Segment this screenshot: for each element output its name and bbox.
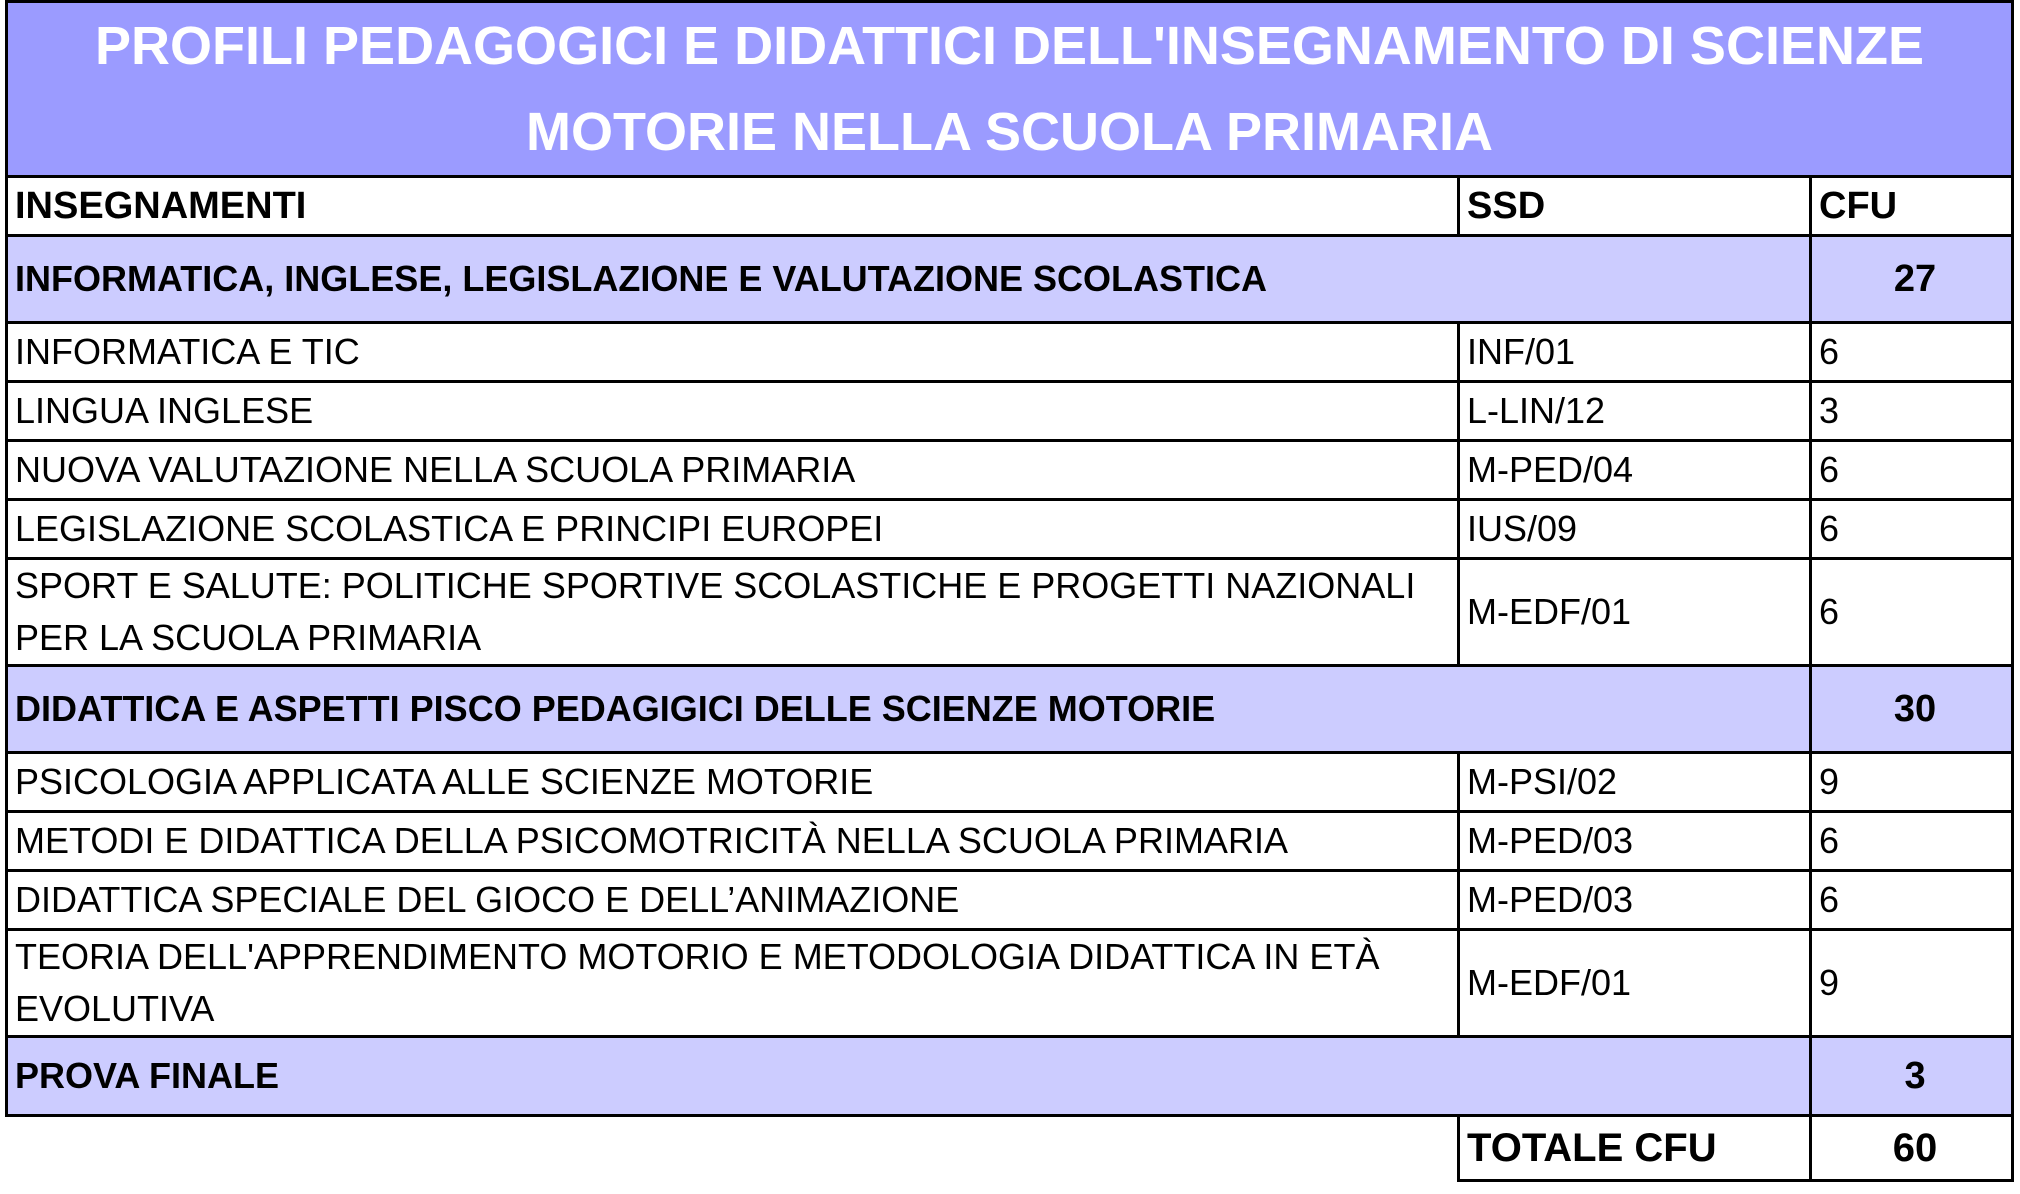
course-name: TEORIA DELL'APPRENDIMENTO MOTORIO E METODOLOGIA DIDATTICA IN ETÀ EVOLUTIVA	[7, 930, 1459, 1037]
section-cfu: 3	[1811, 1037, 2013, 1116]
total-spacer	[7, 1116, 1459, 1181]
course-name: INFORMATICA E TIC	[7, 323, 1459, 382]
course-name: SPORT E SALUTE: POLITICHE SPORTIVE SCOLASTICHE E PROGETTI NAZIONALI PER LA SCUOLA PRIMARIA	[7, 559, 1459, 666]
course-ssd: M-EDF/01	[1459, 930, 1811, 1037]
total-label: TOTALE CFU	[1459, 1116, 1811, 1181]
header-row	[7, 177, 2013, 236]
title-row	[7, 2, 2013, 177]
course-name: DIDATTICA SPECIALE DEL GIOCO E DELL’ANIMAZIONE	[7, 871, 1459, 930]
course-cfu: 3	[1811, 382, 2013, 441]
course-name: PSICOLOGIA APPLICATA ALLE SCIENZE MOTORIE	[7, 753, 1459, 812]
table-row	[7, 812, 2013, 871]
course-ssd: IUS/09	[1459, 500, 1811, 559]
curriculum-table-sheet	[5, 0, 2011, 1182]
table-title: PROFILI PEDAGOGICI E DIDATTICI DELL'INSEGNAMENTO DI SCIENZE MOTORIE NELLA SCUOLA PRIMARIA	[7, 2, 2013, 177]
header-insegnamenti: INSEGNAMENTI	[7, 177, 1459, 236]
course-name: LINGUA INGLESE	[7, 382, 1459, 441]
course-ssd: L-LIN/12	[1459, 382, 1811, 441]
course-cfu: 6	[1811, 871, 2013, 930]
table-row	[7, 930, 2013, 1037]
table-row	[7, 441, 2013, 500]
course-cfu: 6	[1811, 812, 2013, 871]
course-cfu: 6	[1811, 441, 2013, 500]
header-cfu: CFU	[1811, 177, 2013, 236]
course-ssd: INF/01	[1459, 323, 1811, 382]
total-value: 60	[1811, 1116, 2013, 1181]
table-row	[7, 559, 2013, 666]
course-cfu: 6	[1811, 559, 2013, 666]
total-row	[7, 1116, 2013, 1181]
header-ssd: SSD	[1459, 177, 1811, 236]
course-ssd: M-PSI/02	[1459, 753, 1811, 812]
table-row	[7, 323, 2013, 382]
table-row	[7, 382, 2013, 441]
section-row	[7, 1037, 2013, 1116]
table-row	[7, 871, 2013, 930]
section-name: DIDATTICA E ASPETTI PISCO PEDAGIGICI DELLE SCIENZE MOTORIE	[7, 666, 1811, 753]
course-name: METODI E DIDATTICA DELLA PSICOMOTRICITÀ NELLA SCUOLA PRIMARIA	[7, 812, 1459, 871]
section-row	[7, 666, 2013, 753]
section-name: PROVA FINALE	[7, 1037, 1811, 1116]
table-row	[7, 753, 2013, 812]
section-cfu: 30	[1811, 666, 2013, 753]
course-cfu: 6	[1811, 323, 2013, 382]
course-ssd: M-PED/03	[1459, 871, 1811, 930]
course-cfu: 9	[1811, 753, 2013, 812]
course-ssd: M-EDF/01	[1459, 559, 1811, 666]
course-name: LEGISLAZIONE SCOLASTICA E PRINCIPI EUROPEI	[7, 500, 1459, 559]
section-name: INFORMATICA, INGLESE, LEGISLAZIONE E VALUTAZIONE SCOLASTICA	[7, 236, 1811, 323]
course-ssd: M-PED/04	[1459, 441, 1811, 500]
course-cfu: 9	[1811, 930, 2013, 1037]
course-name: NUOVA VALUTAZIONE NELLA SCUOLA PRIMARIA	[7, 441, 1459, 500]
section-row	[7, 236, 2013, 323]
table-row	[7, 500, 2013, 559]
course-ssd: M-PED/03	[1459, 812, 1811, 871]
section-cfu: 27	[1811, 236, 2013, 323]
curriculum-table	[5, 0, 2014, 1182]
course-cfu: 6	[1811, 500, 2013, 559]
